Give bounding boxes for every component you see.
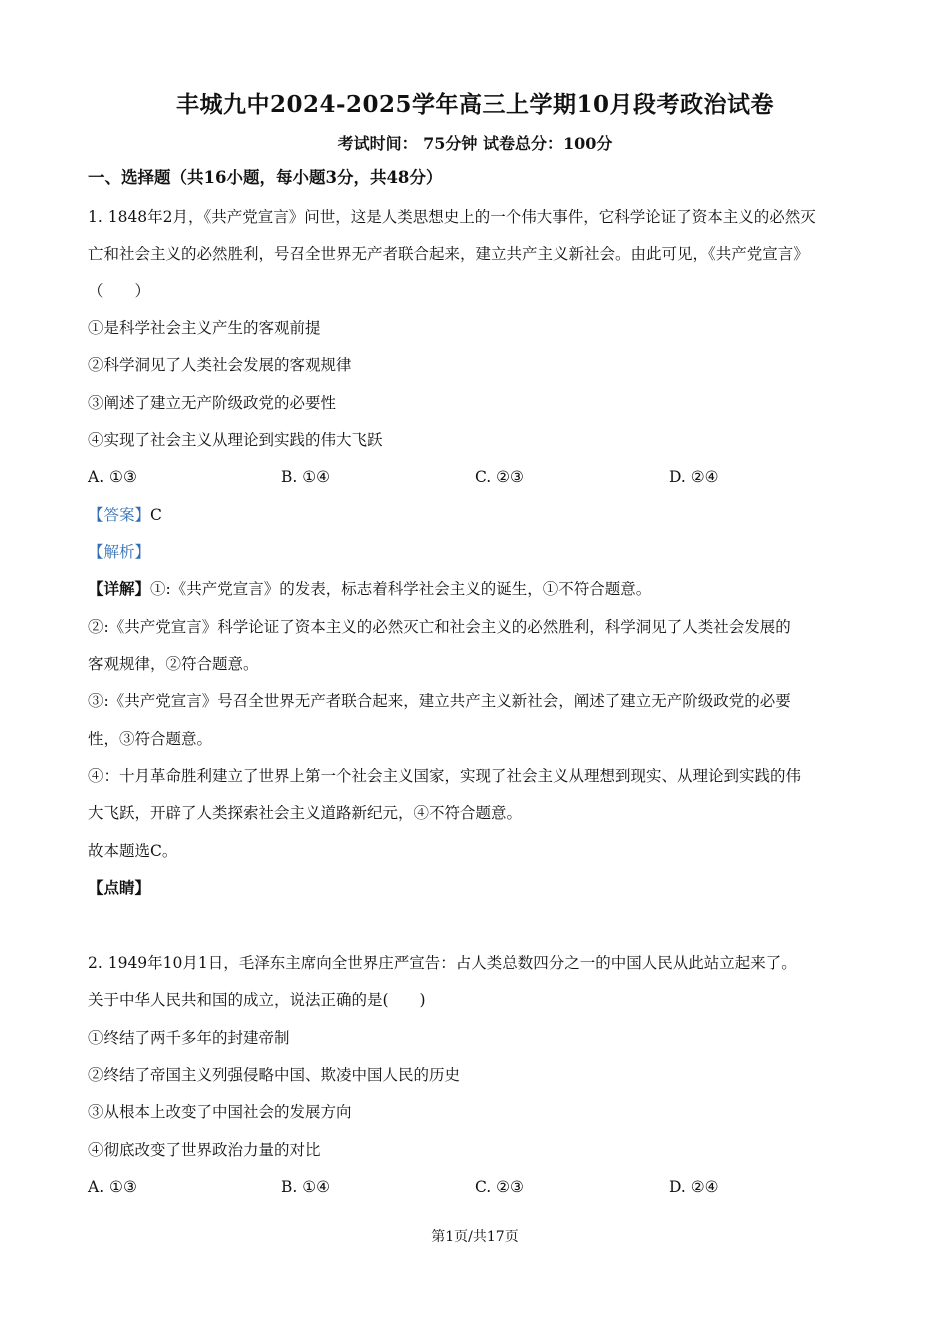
q1-item-1: ①是科学社会主义产生的客观前提 xyxy=(88,319,321,337)
q1-item-3: ③阐述了建立无产阶级政党的必要性 xyxy=(88,394,337,412)
q2-stem-line-1: 2. 1949年10月1日，毛泽东主席向全世界庄严宣告：占人类总数四分之一的中国人民从此站立起来了。 xyxy=(88,954,797,972)
q1-detail-line-6: ④：十月革命胜利建立了世界上第一个社会主义国家，实现了社会主义从理想到现实、从理论到实践的伟 xyxy=(88,767,802,785)
q1-detail-line-5: 性，③符合题意。 xyxy=(88,730,213,748)
q1-stem-line-2: 亡和社会主义的必然胜利，号召全世界无产者联合起来，建立共产主义新社会。由此可见，《共产党宣言》 xyxy=(88,245,809,263)
q1-option-a: A. ①③ xyxy=(88,468,137,486)
q2-option-c: C. ②③ xyxy=(475,1178,524,1196)
comment-label: 【点睛】 xyxy=(88,878,151,897)
answer-value: C xyxy=(150,506,162,524)
q1-detail-line-2: ②:《共产党宣言》科学论证了资本主义的必然灭亡和社会主义的必然胜利，科学洞见了人类社会发展的 xyxy=(88,618,791,636)
q2-item-4: ④彻底改变了世界政治力量的对比 xyxy=(88,1141,321,1159)
section-heading: 一、选择题（共16小题，每小题3分，共48分） xyxy=(88,168,443,187)
page-footer: 第1页/共17页 xyxy=(431,1229,519,1245)
analysis-label: 【解析】 xyxy=(88,543,151,561)
q1-option-b: B. ①④ xyxy=(281,468,331,486)
page-title: 丰城九中2024-2025学年高三上学期10月段考政治试卷 xyxy=(175,91,775,118)
q2-item-3: ③从根本上改变了中国社会的发展方向 xyxy=(88,1103,352,1121)
q2-item-2: ②终结了帝国主义列强侵略中国、欺凌中国人民的历史 xyxy=(88,1066,461,1084)
detail-text-1: ①:《共产党宣言》的发表，标志着科学社会主义的诞生，①不符合题意。 xyxy=(150,580,652,598)
q1-detail-line-4: ③:《共产党宣言》号召全世界无产者联合起来，建立共产主义新社会，阐述了建立无产阶级政党的必要 xyxy=(88,692,791,710)
answer-label: 【答案】 xyxy=(88,506,151,524)
q2-option-a: A. ①③ xyxy=(88,1178,137,1196)
q1-answer xyxy=(88,505,162,525)
q1-option-c: C. ②③ xyxy=(475,468,524,486)
q2-option-b: B. ①④ xyxy=(281,1178,331,1196)
q1-detail-line-3: 客观规律，②符合题意。 xyxy=(88,655,259,673)
q1-detail-line-1 xyxy=(88,579,651,599)
q1-stem-line-3: （ ） xyxy=(88,282,151,300)
exam-info: 考试时间： 75分钟 试卷总分：100分 xyxy=(337,134,613,153)
q2-options xyxy=(88,1177,868,1197)
q1-item-4: ④实现了社会主义从理论到实践的伟大飞跃 xyxy=(88,431,383,449)
q1-stem-line-1: 1. 1848年2月，《共产党宣言》问世，这是人类思想史上的一个伟大事件，它科学论证了资本主义的必然灭 xyxy=(88,208,816,226)
q1-detail-line-8: 故本题选C。 xyxy=(88,842,178,860)
detail-label: 【详解】 xyxy=(88,579,151,598)
q2-stem-line-2: 关于中华人民共和国的成立，说法正确的是( ) xyxy=(88,991,426,1009)
q1-detail-line-7: 大飞跃，开辟了人类探索社会主义道路新纪元，④不符合题意。 xyxy=(88,804,523,822)
q2-option-d: D. ②④ xyxy=(669,1178,719,1196)
q1-item-2: ②科学洞见了人类社会发展的客观规律 xyxy=(88,356,352,374)
q1-options xyxy=(88,467,868,487)
q2-item-1: ①终结了两千多年的封建帝制 xyxy=(88,1029,290,1047)
q1-option-d: D. ②④ xyxy=(669,468,719,486)
